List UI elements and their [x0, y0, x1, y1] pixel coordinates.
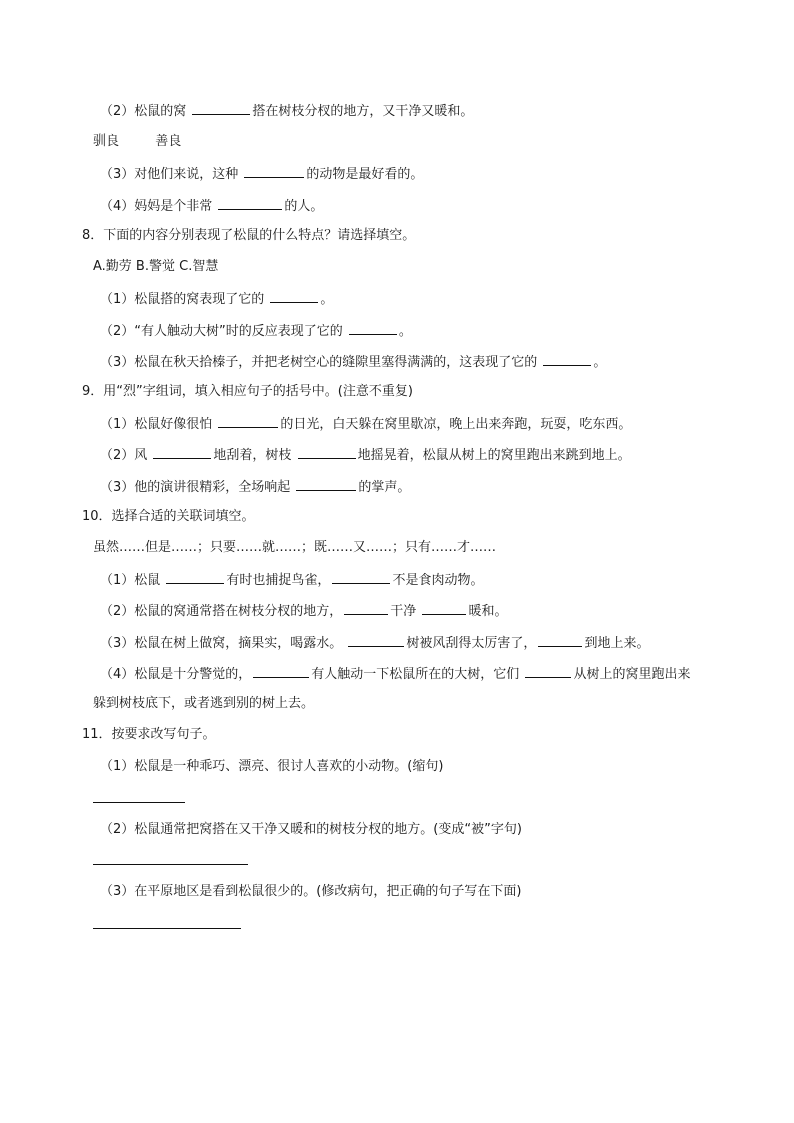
answer-blank[interactable]: [422, 600, 466, 615]
answer-blank[interactable]: [344, 600, 388, 615]
q9-item2: （2）风 地刮着，树枝 地摇晃着，松鼠从树上的窝里跑出来跳到地上。: [100, 444, 631, 466]
q10-options: 虽然……但是……；只要……就……；既……又……；只有……才……: [93, 540, 497, 555]
q10-item2: （2）松鼠的窝通常搭在树枝分杈的地方， 干净 暖和。: [100, 600, 507, 622]
q9-item1: （1）松鼠好像很怕 的日光，白天躲在窝里歇凉，晚上出来奔跑，玩耍，吃东西。: [100, 413, 631, 435]
q7-item2: （2）松鼠的窝 搭在树枝分杈的地方，又干净又暖和。: [100, 100, 473, 122]
answer-blank[interactable]: [244, 163, 304, 178]
answer-line[interactable]: [93, 864, 248, 865]
answer-blank[interactable]: [348, 632, 404, 647]
answer-line[interactable]: [93, 802, 185, 803]
q7-word-options: 驯良 善良: [93, 134, 182, 149]
answer-blank[interactable]: [538, 632, 582, 647]
q8-item2: （2）“有人触动大树”时的反应表现了它的 。: [100, 320, 412, 342]
q11-item1: （1）松鼠是一种乖巧、漂亮、很讨人喜欢的小动物。(缩句): [100, 759, 444, 774]
answer-blank[interactable]: [298, 444, 356, 459]
q10-item4-continued: 躲到树枝底下，或者逃到别的树上去。: [93, 696, 315, 711]
q11-item2: （2）松鼠通常把窝搭在又干净又暖和的树枝分杈的地方。(变成“被”字句): [100, 822, 522, 837]
answer-blank[interactable]: [525, 663, 571, 678]
q7-item3: （3）对他们来说，这种 的动物是最好看的。: [100, 163, 423, 185]
answer-blank[interactable]: [218, 195, 282, 210]
answer-blank[interactable]: [543, 351, 591, 366]
q8-options: A.勤劳 B.警觉 C.智慧: [93, 259, 219, 274]
answer-blank[interactable]: [192, 100, 250, 115]
q10-item3: （3）松鼠在树上做窝，摘果实，喝露水。 树被风刮得太厉害了， 到地上来。: [100, 632, 649, 654]
q11-title: 11．按要求改写句子。: [82, 727, 216, 742]
q10-item1: （1）松鼠 有时也捕捉鸟雀， 不是食肉动物。: [100, 569, 483, 591]
q8-item1: （1）松鼠搭的窝表现了它的 。: [100, 288, 333, 310]
answer-blank[interactable]: [253, 663, 309, 678]
q9-title: 9．用“烈”字组词，填入相应句子的括号中。(注意不重复): [82, 384, 413, 399]
q9-item3: （3）他的演讲很精彩，全场响起 的掌声。: [100, 476, 410, 498]
q8-title: 8．下面的内容分别表现了松鼠的什么特点？请选择填空。: [82, 228, 416, 243]
answer-blank[interactable]: [153, 444, 211, 459]
answer-blank[interactable]: [218, 413, 278, 428]
q10-title: 10．选择合适的关联词填空。: [82, 509, 255, 524]
answer-blank[interactable]: [349, 320, 397, 335]
q8-item3: （3）松鼠在秋天拾榛子，并把老树空心的缝隙里塞得满满的，这表现了它的 。: [100, 351, 606, 373]
answer-blank[interactable]: [296, 476, 356, 491]
q11-item3: （3）在平原地区是看到松鼠很少的。(修改病句，把正确的句子写在下面): [100, 884, 522, 899]
answer-blank[interactable]: [166, 569, 224, 584]
answer-blank[interactable]: [270, 288, 318, 303]
answer-blank[interactable]: [332, 569, 390, 584]
q7-item4: （4）妈妈是个非常 的人。: [100, 195, 323, 217]
answer-line[interactable]: [93, 928, 241, 929]
q10-item4: （4）松鼠是十分警觉的， 有人触动一下松鼠所在的大树，它们 从树上的窝里跑出来: [100, 663, 690, 685]
